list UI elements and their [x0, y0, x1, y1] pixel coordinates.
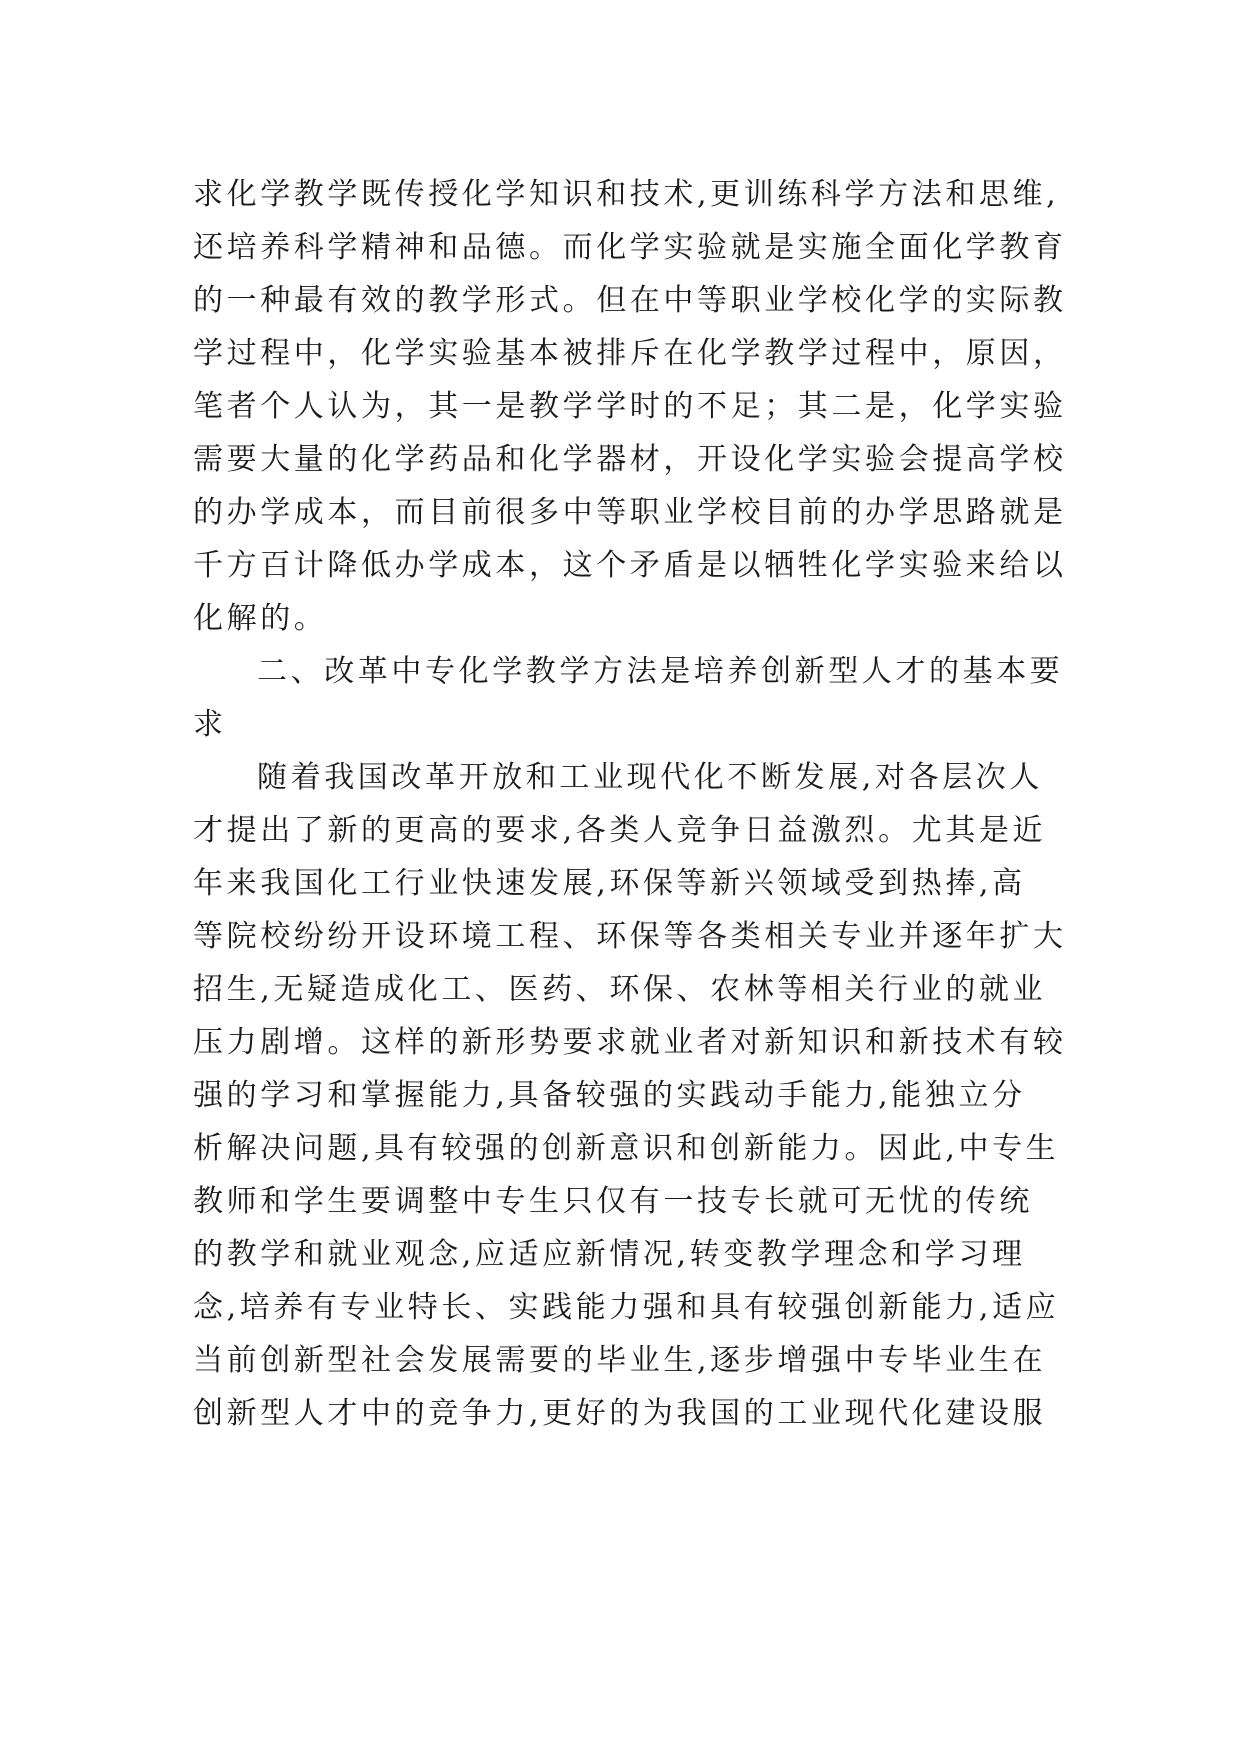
text-line: 创新型人才中的竞争力,更好的为我国的工业现代化建设服	[193, 1396, 1047, 1431]
text-line: 当前创新型社会发展需要的毕业生,逐步增强中专毕业生在	[193, 1343, 1047, 1378]
text-line: 笔者个人认为，其一是教学学时的不足；其二是，化学实验	[193, 389, 1067, 424]
text-line: 化解的。	[193, 601, 328, 636]
text-line: 还培养科学精神和品德。而化学实验就是实施全面化学教育	[193, 230, 1067, 265]
text-line: 的一种最有效的教学形式。但在中等职业学校化学的实际教	[193, 283, 1067, 318]
text-line: 需要大量的化学药品和化学器材，开设化学实验会提高学校	[193, 442, 1067, 477]
text-line: 求化学教学既传授化学知识和技术,更训练科学方法和思维,	[193, 177, 1060, 212]
text-line: 千方百计降低办学成本，这个矛盾是以牺牲化学实验来给以	[193, 548, 1067, 583]
text-line: 教师和学生要调整中专生只仅有一技专长就可无忧的传统	[193, 1184, 1033, 1219]
text-line: 强的学习和掌握能力,具备较强的实践动手能力,能独立分	[193, 1078, 1026, 1113]
text-line: 念,培养有专业特长、实践能力强和具有较强创新能力,适应	[193, 1290, 1060, 1325]
text-line: 求	[193, 707, 227, 742]
text-line: 压力剧增。这样的新形势要求就业者对新知识和新技术有较	[193, 1025, 1067, 1060]
text-line: 随着我国改革开放和工业现代化不断发展,对各层次人	[257, 760, 1043, 795]
text-line: 招生,无疑造成化工、医药、环保、农林等相关行业的就业	[193, 972, 1047, 1007]
text-line: 才提出了新的更高的要求,各类人竞争日益激烈。尤其是近	[193, 813, 1047, 848]
body-text	[193, 168, 1067, 1440]
text-line: 等院校纷纷开设环境工程、环保等各类相关专业并逐年扩大	[193, 919, 1067, 954]
text-line: 的教学和就业观念,应适应新情况,转变教学理念和学习理	[193, 1237, 1026, 1272]
text-line: 二、改革中专化学教学方法是培养创新型人才的基本要	[257, 654, 1064, 689]
text-line: 学过程中，化学实验基本被排斥在化学教学过程中，原因，	[193, 336, 1067, 371]
text-line: 析解决问题,具有较强的创新意识和创新能力。因此,中专生	[193, 1131, 1060, 1166]
text-line: 的办学成本，而目前很多中等职业学校目前的办学思路就是	[193, 495, 1067, 530]
text-line: 年来我国化工行业快速发展,环保等新兴领域受到热捧,高	[193, 866, 1026, 901]
